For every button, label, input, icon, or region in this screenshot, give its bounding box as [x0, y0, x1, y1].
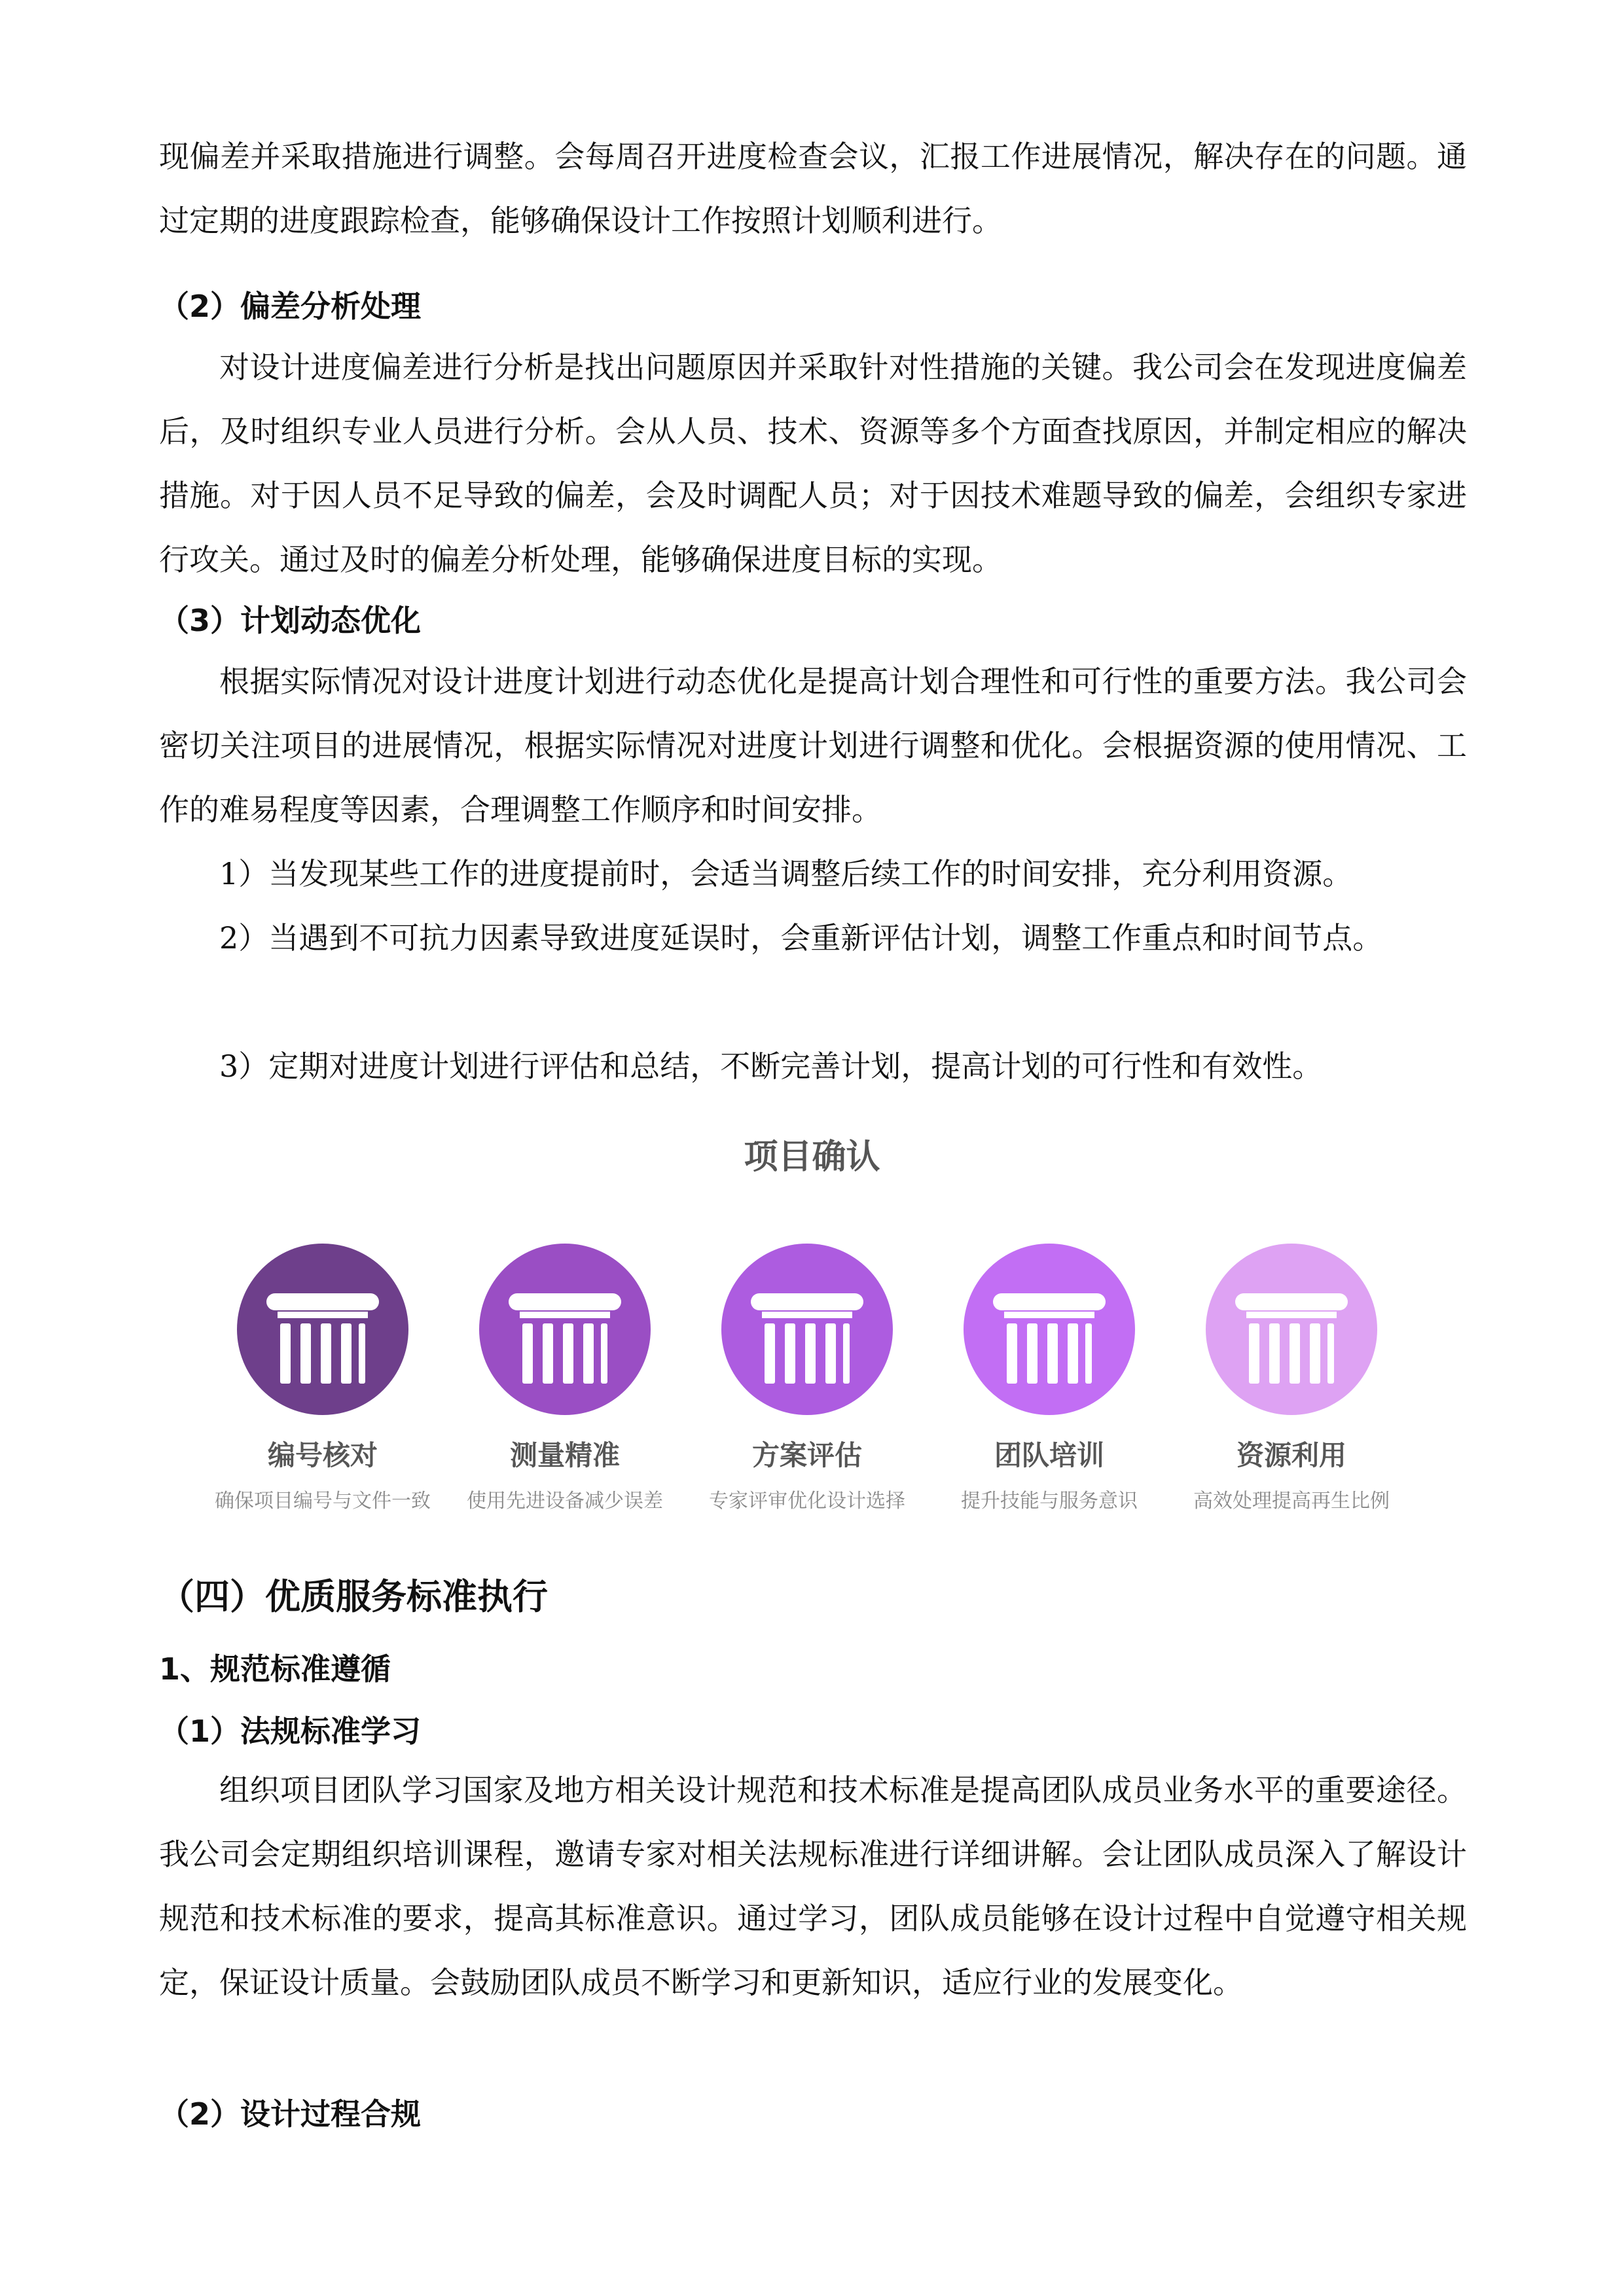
card-desc: 高效处理提高再生比例: [1193, 1490, 1390, 1513]
figure-card: [931, 1244, 1167, 1515]
card-desc: 专家评审优化设计选择: [709, 1490, 905, 1513]
section-heading: （四）优质服务标准执行: [159, 1576, 548, 1617]
figure-card: [205, 1244, 441, 1515]
column-icon: [964, 1244, 1135, 1415]
paragraph-progress-check: 现偏差并采取措施进行调整。会每周召开进度检查会议，汇报工作进展情况，解决存在的问题。通过定期的进度跟踪检查，能够确保设计工作按照计划顺利进行。: [159, 139, 1467, 238]
column-icon: [721, 1244, 893, 1415]
list-item-3: 3）定期对进度计划进行评估和总结，不断完善计划，提高计划的可行性和有效性。: [219, 1049, 1323, 1084]
card-desc: 提升技能与服务意识: [961, 1490, 1138, 1513]
card-label: 测量精准: [509, 1439, 620, 1471]
heading-plan-optimization: （3）计划动态优化: [159, 603, 422, 638]
figure-card: [447, 1244, 683, 1515]
card-label: 方案评估: [751, 1439, 862, 1471]
figure-card: [1174, 1244, 1409, 1515]
paragraph-plan-optimization: 根据实际情况对设计进度计划进行动态优化是提高计划合理性和可行性的重要方法。我公司会密切关注项目的进展情况，根据实际情况对进度计划进行调整和优化。会根据资源的使用情况、工作的难易程度等因素，合理调整工作顺序和时间安排。: [159, 664, 1467, 827]
paragraph-law-study: 组织项目团队学习国家及地方相关设计规范和技术标准是提高团队成员业务水平的重要途径。我公司会定期组织培训课程，邀请专家对相关法规标准进行详细讲解。会让团队成员深入了解设计规范和技术标准的要求，提高其标准意识。通过学习，团队成员能够在设计过程中自觉遵守相关规定，保证设计质量。会鼓励团队成员不断学习和更新知识，适应行业的发展变化。: [159, 1772, 1467, 2000]
paragraph-bias-analysis: 对设计进度偏差进行分析是找出问题原因并采取针对性措施的关键。我公司会在发现进度偏差后，及时组织专业人员进行分析。会从人员、技术、资源等多个方面查找原因，并制定相应的解决措施。对于因人员不足导致的偏差，会及时调配人员；对于因技术难题导致的偏差，会组织专家进行攻关。通过及时的偏差分析处理，能够确保进度目标的实现。: [159, 350, 1467, 577]
figure-card: [689, 1244, 925, 1515]
list-item-2: 2）当遇到不可抗力因素导致进度延误时，会重新评估计划，调整工作重点和时间节点。: [219, 920, 1383, 956]
heading-law-study: （1）法规标准学习: [159, 1713, 422, 1749]
card-label: 团队培训: [994, 1439, 1104, 1471]
subsection-heading: 1、规范标准遵循: [159, 1651, 391, 1687]
list-item-1: 1）当发现某些工作的进度提前时，会适当调整后续工作的时间安排，充分利用资源。: [219, 856, 1353, 891]
card-desc: 使用先进设备减少误差: [467, 1490, 663, 1513]
column-icon: [479, 1244, 651, 1415]
heading-design-compliance: （2）设计过程合规: [159, 2096, 422, 2132]
column-icon: [1206, 1244, 1377, 1415]
card-label: 编号核对: [267, 1439, 378, 1471]
figure-title: 项目确认: [744, 1138, 880, 1177]
heading-bias-analysis: （2）偏差分析处理: [159, 289, 422, 324]
card-desc: 确保项目编号与文件一致: [215, 1490, 431, 1513]
column-icon: [237, 1244, 408, 1415]
card-label: 资源利用: [1236, 1439, 1346, 1471]
